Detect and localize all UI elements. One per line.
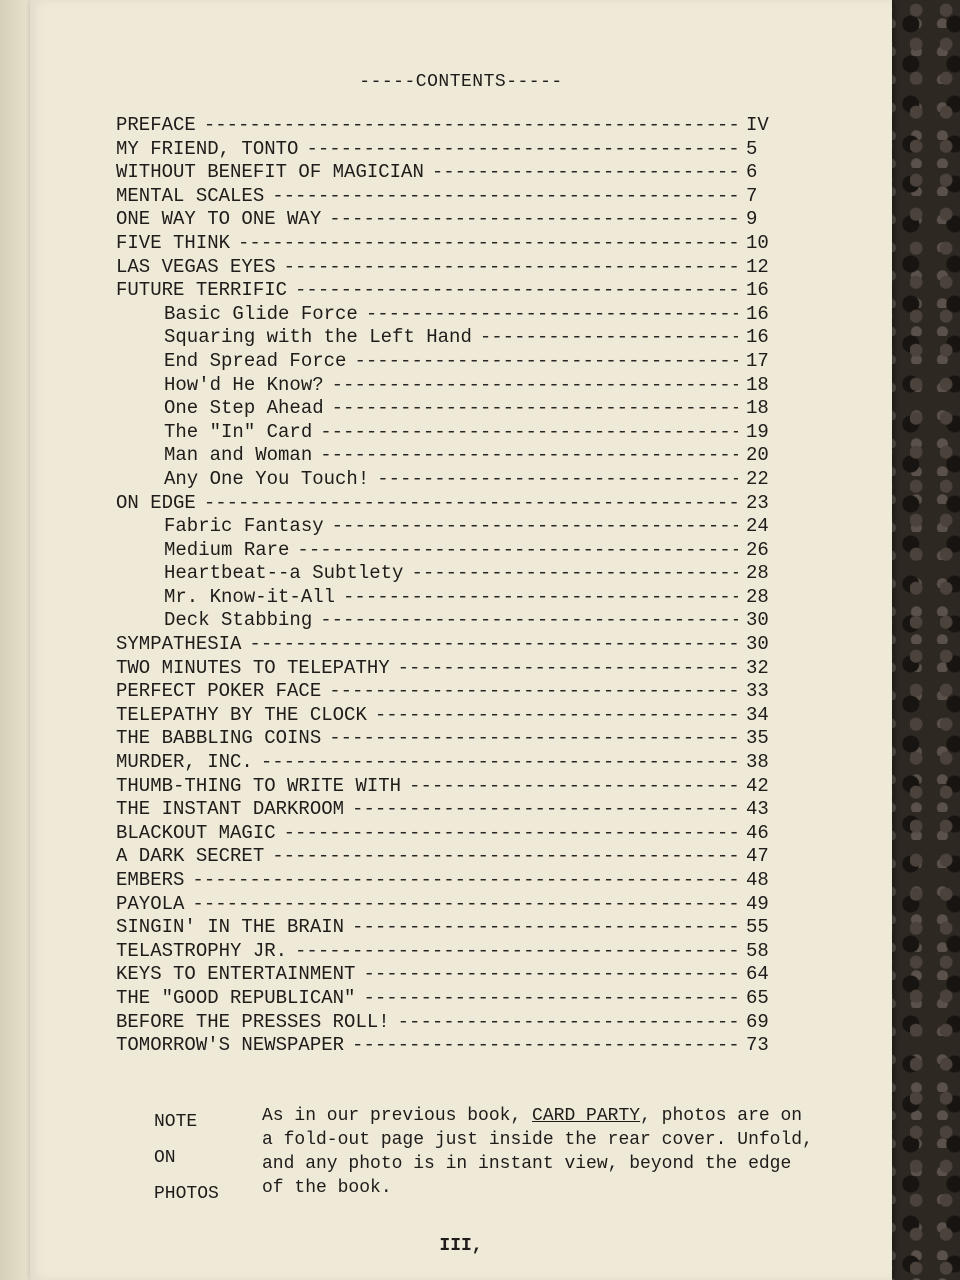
toc-entry-title: WITHOUT BENEFIT OF MAGICIAN	[116, 161, 424, 184]
toc-entry	[116, 492, 782, 516]
dot-leader	[284, 822, 738, 846]
dot-leader	[352, 916, 738, 940]
dot-leader	[329, 680, 738, 704]
toc-entry-page: 35	[746, 727, 769, 750]
toc-entry-page: 19	[746, 420, 769, 443]
toc-entry-title: Mr. Know-it-All	[164, 585, 336, 608]
toc-entry	[116, 586, 782, 610]
toc-entry-title: End Spread Force	[164, 349, 347, 372]
book-page	[30, 0, 892, 1280]
toc-entry	[116, 515, 782, 539]
toc-entry-title: SINGIN' IN THE BRAIN	[116, 916, 345, 939]
dot-leader	[343, 586, 738, 610]
toc-entry-page: 17	[746, 349, 769, 372]
book-title-card-party: CARD PARTY	[532, 1106, 641, 1126]
toc-entry	[116, 421, 782, 445]
toc-entry-page: 65	[746, 986, 769, 1009]
dot-leader	[204, 114, 738, 138]
toc-entry-page: 18	[746, 397, 769, 420]
dot-leader	[377, 468, 738, 492]
toc-entry-title: TOMORROW'S NEWSPAPER	[116, 1034, 345, 1057]
toc-entry-page: 32	[746, 656, 769, 679]
dot-leader	[272, 185, 738, 209]
dot-leader	[411, 562, 738, 586]
toc-entry	[116, 633, 782, 657]
toc-entry	[116, 161, 782, 185]
dot-leader	[332, 397, 738, 421]
dot-leader	[332, 515, 738, 539]
toc-entry-page: 30	[746, 633, 769, 656]
dot-leader	[363, 987, 738, 1011]
toc-entry-page: IV	[746, 114, 769, 136]
dot-leader	[238, 232, 738, 256]
page-number: III,	[439, 1236, 483, 1256]
toc-entry	[116, 727, 782, 751]
dot-leader	[192, 893, 738, 917]
dot-leader	[409, 775, 738, 799]
dot-leader	[398, 657, 738, 681]
toc-entry-page: 16	[746, 326, 769, 349]
toc-entry-page: 5	[746, 137, 758, 160]
dot-leader	[261, 751, 738, 775]
toc-entry-page: 42	[746, 774, 769, 797]
toc-entry-title: How'd He Know?	[164, 373, 324, 396]
toc-entry	[116, 1034, 782, 1058]
toc-entry	[116, 208, 782, 232]
note-label-line: PHOTOS	[154, 1184, 219, 1204]
toc-entry	[116, 374, 782, 398]
toc-entry	[116, 893, 782, 917]
toc-entry	[116, 279, 782, 303]
note-text-before: As in our previous book,	[262, 1106, 533, 1126]
toc-entry-page: 22	[746, 467, 769, 490]
toc-entry-page: 16	[746, 302, 769, 325]
toc-entry	[116, 444, 782, 468]
toc-entry-page: 33	[746, 680, 769, 703]
dot-leader	[375, 704, 738, 728]
toc-entry-page: 26	[746, 538, 769, 561]
toc-entry	[116, 185, 782, 209]
toc-entry-page: 7	[746, 184, 758, 207]
toc-entry-title: Any One You Touch!	[164, 467, 370, 490]
dot-leader	[272, 845, 738, 869]
dot-leader	[284, 256, 738, 280]
dot-leader	[352, 1034, 738, 1058]
toc-entry	[116, 609, 782, 633]
toc-entry-title: THE INSTANT DARKROOM	[116, 798, 345, 821]
toc-entry-title: TELEPATHY BY THE CLOCK	[116, 703, 367, 726]
toc-entry-page: 12	[746, 255, 769, 278]
toc-entry-title: LAS VEGAS EYES	[116, 255, 276, 278]
toc-entry-page: 58	[746, 939, 769, 962]
dot-leader	[366, 303, 738, 327]
toc-entry-title: KEYS TO ENTERTAINMENT	[116, 963, 356, 986]
dot-leader	[352, 798, 738, 822]
toc-entry-page: 38	[746, 751, 769, 774]
toc-entry-page: 30	[746, 609, 769, 632]
toc-entry	[116, 916, 782, 940]
toc-entry	[116, 822, 782, 846]
dot-leader	[249, 633, 738, 657]
dot-leader	[320, 609, 738, 633]
granite-background	[880, 0, 960, 1280]
toc-entry-page: 28	[746, 585, 769, 608]
toc-entry-title: Squaring with the Left Hand	[164, 326, 472, 349]
toc-entry	[116, 539, 782, 563]
dot-leader	[192, 869, 738, 893]
toc-entry	[116, 775, 782, 799]
toc-entry-page: 55	[746, 916, 769, 939]
toc-entry-page: 23	[746, 491, 769, 514]
toc-entry	[116, 680, 782, 704]
toc-entry-title: ONE WAY TO ONE WAY	[116, 208, 322, 231]
toc-entry	[116, 987, 782, 1011]
dot-leader	[363, 963, 738, 987]
toc-entry-page: 73	[746, 1034, 769, 1057]
toc-entry	[116, 350, 782, 374]
toc-entry-page: 20	[746, 444, 769, 467]
dot-leader	[329, 208, 738, 232]
toc-entry	[116, 704, 782, 728]
toc-entry	[116, 1011, 782, 1035]
toc-entry-page: 9	[746, 208, 758, 231]
toc-entry-page: 64	[746, 963, 769, 986]
dot-leader	[320, 421, 738, 445]
note-label-line: ON	[154, 1148, 176, 1168]
toc-entry-page: 16	[746, 279, 769, 302]
toc-entry	[116, 751, 782, 775]
note-text	[262, 1104, 822, 1200]
toc-entry-page: 49	[746, 892, 769, 915]
toc-entry-title: MY FRIEND, TONTO	[116, 137, 299, 160]
toc-entry-page: 34	[746, 703, 769, 726]
toc-entry-title: The "In" Card	[164, 420, 313, 443]
dot-leader	[297, 539, 738, 563]
toc-entry-title: TELASTROPHY JR.	[116, 939, 288, 962]
toc-entry	[116, 256, 782, 280]
toc-entry-page: 46	[746, 821, 769, 844]
toc-entry-page: 6	[746, 161, 758, 184]
toc-entry-title: BEFORE THE PRESSES ROLL!	[116, 1010, 390, 1033]
toc-entry-title: Basic Glide Force	[164, 302, 358, 325]
toc-entry-title: THUMB-THING TO WRITE WITH	[116, 774, 402, 797]
toc-entry-page: 24	[746, 515, 769, 538]
dot-leader	[204, 492, 738, 516]
toc-entry	[116, 798, 782, 822]
toc-entry-title: EMBERS	[116, 869, 185, 891]
toc-entry-page: 69	[746, 1010, 769, 1033]
toc-entry-title: MENTAL SCALES	[116, 184, 265, 207]
toc-entry	[116, 138, 782, 162]
toc-entry-title: A DARK SECRET	[116, 845, 265, 868]
dot-leader	[480, 326, 738, 350]
toc-entry-page: 10	[746, 231, 769, 254]
dot-leader	[295, 940, 738, 964]
dot-leader	[306, 138, 738, 162]
toc-entry-title: TWO MINUTES TO TELEPATHY	[116, 656, 390, 679]
toc-entry	[116, 326, 782, 350]
toc-entry	[116, 114, 782, 138]
toc-entry-title: ON EDGE	[116, 491, 196, 514]
note-label-line: NOTE	[154, 1112, 198, 1132]
toc-entry-title: PERFECT POKER FACE	[116, 680, 322, 703]
toc-entry-title: FUTURE TERRIFIC	[116, 279, 288, 302]
dot-leader	[354, 350, 738, 374]
toc-entry-title: FIVE THINK	[116, 231, 231, 254]
toc-entry-title: THE "GOOD REPUBLICAN"	[116, 986, 356, 1009]
contents-heading: -----CONTENTS-----	[359, 72, 563, 92]
toc-entry-title: PAYOLA	[116, 892, 185, 915]
dot-leader	[329, 727, 738, 751]
toc-entry-page: 48	[746, 869, 769, 891]
toc-entry-page: 28	[746, 562, 769, 585]
table-of-contents	[116, 114, 782, 1058]
dot-leader	[398, 1011, 738, 1035]
toc-entry-title: Fabric Fantasy	[164, 515, 324, 538]
toc-entry	[116, 397, 782, 421]
note-text-after: , photos are on a fold-out page just inside the rear cover. Unfold, and any photo is in instant view, beyond the edge of the book.	[262, 1106, 813, 1198]
toc-entry-title: BLACKOUT MAGIC	[116, 821, 276, 844]
toc-entry-title: Man and Woman	[164, 444, 313, 467]
toc-entry	[116, 963, 782, 987]
toc-entry	[116, 303, 782, 327]
toc-entry-title: SYMPATHESIA	[116, 633, 242, 656]
dot-leader	[295, 279, 738, 303]
toc-entry	[116, 468, 782, 492]
toc-entry-title: MURDER, INC.	[116, 751, 253, 774]
toc-entry-title: One Step Ahead	[164, 397, 324, 420]
toc-entry-page: 18	[746, 373, 769, 396]
dot-leader	[320, 444, 738, 468]
toc-entry-page: 47	[746, 845, 769, 868]
toc-entry-title: THE BABBLING COINS	[116, 727, 322, 750]
dot-leader	[432, 161, 738, 185]
toc-entry	[116, 845, 782, 869]
note-label	[154, 1104, 244, 1212]
toc-entry	[116, 232, 782, 256]
toc-entry-title: Heartbeat--a Subtlety	[164, 562, 404, 585]
dot-leader	[332, 374, 738, 398]
toc-entry	[116, 562, 782, 586]
toc-entry-title: Deck Stabbing	[164, 609, 313, 632]
toc-entry-title: Medium Rare	[164, 538, 290, 561]
toc-entry-title: PREFACE	[116, 114, 196, 136]
toc-entry	[116, 940, 782, 964]
toc-entry	[116, 657, 782, 681]
toc-entry-page: 43	[746, 798, 769, 821]
toc-entry	[116, 869, 782, 893]
